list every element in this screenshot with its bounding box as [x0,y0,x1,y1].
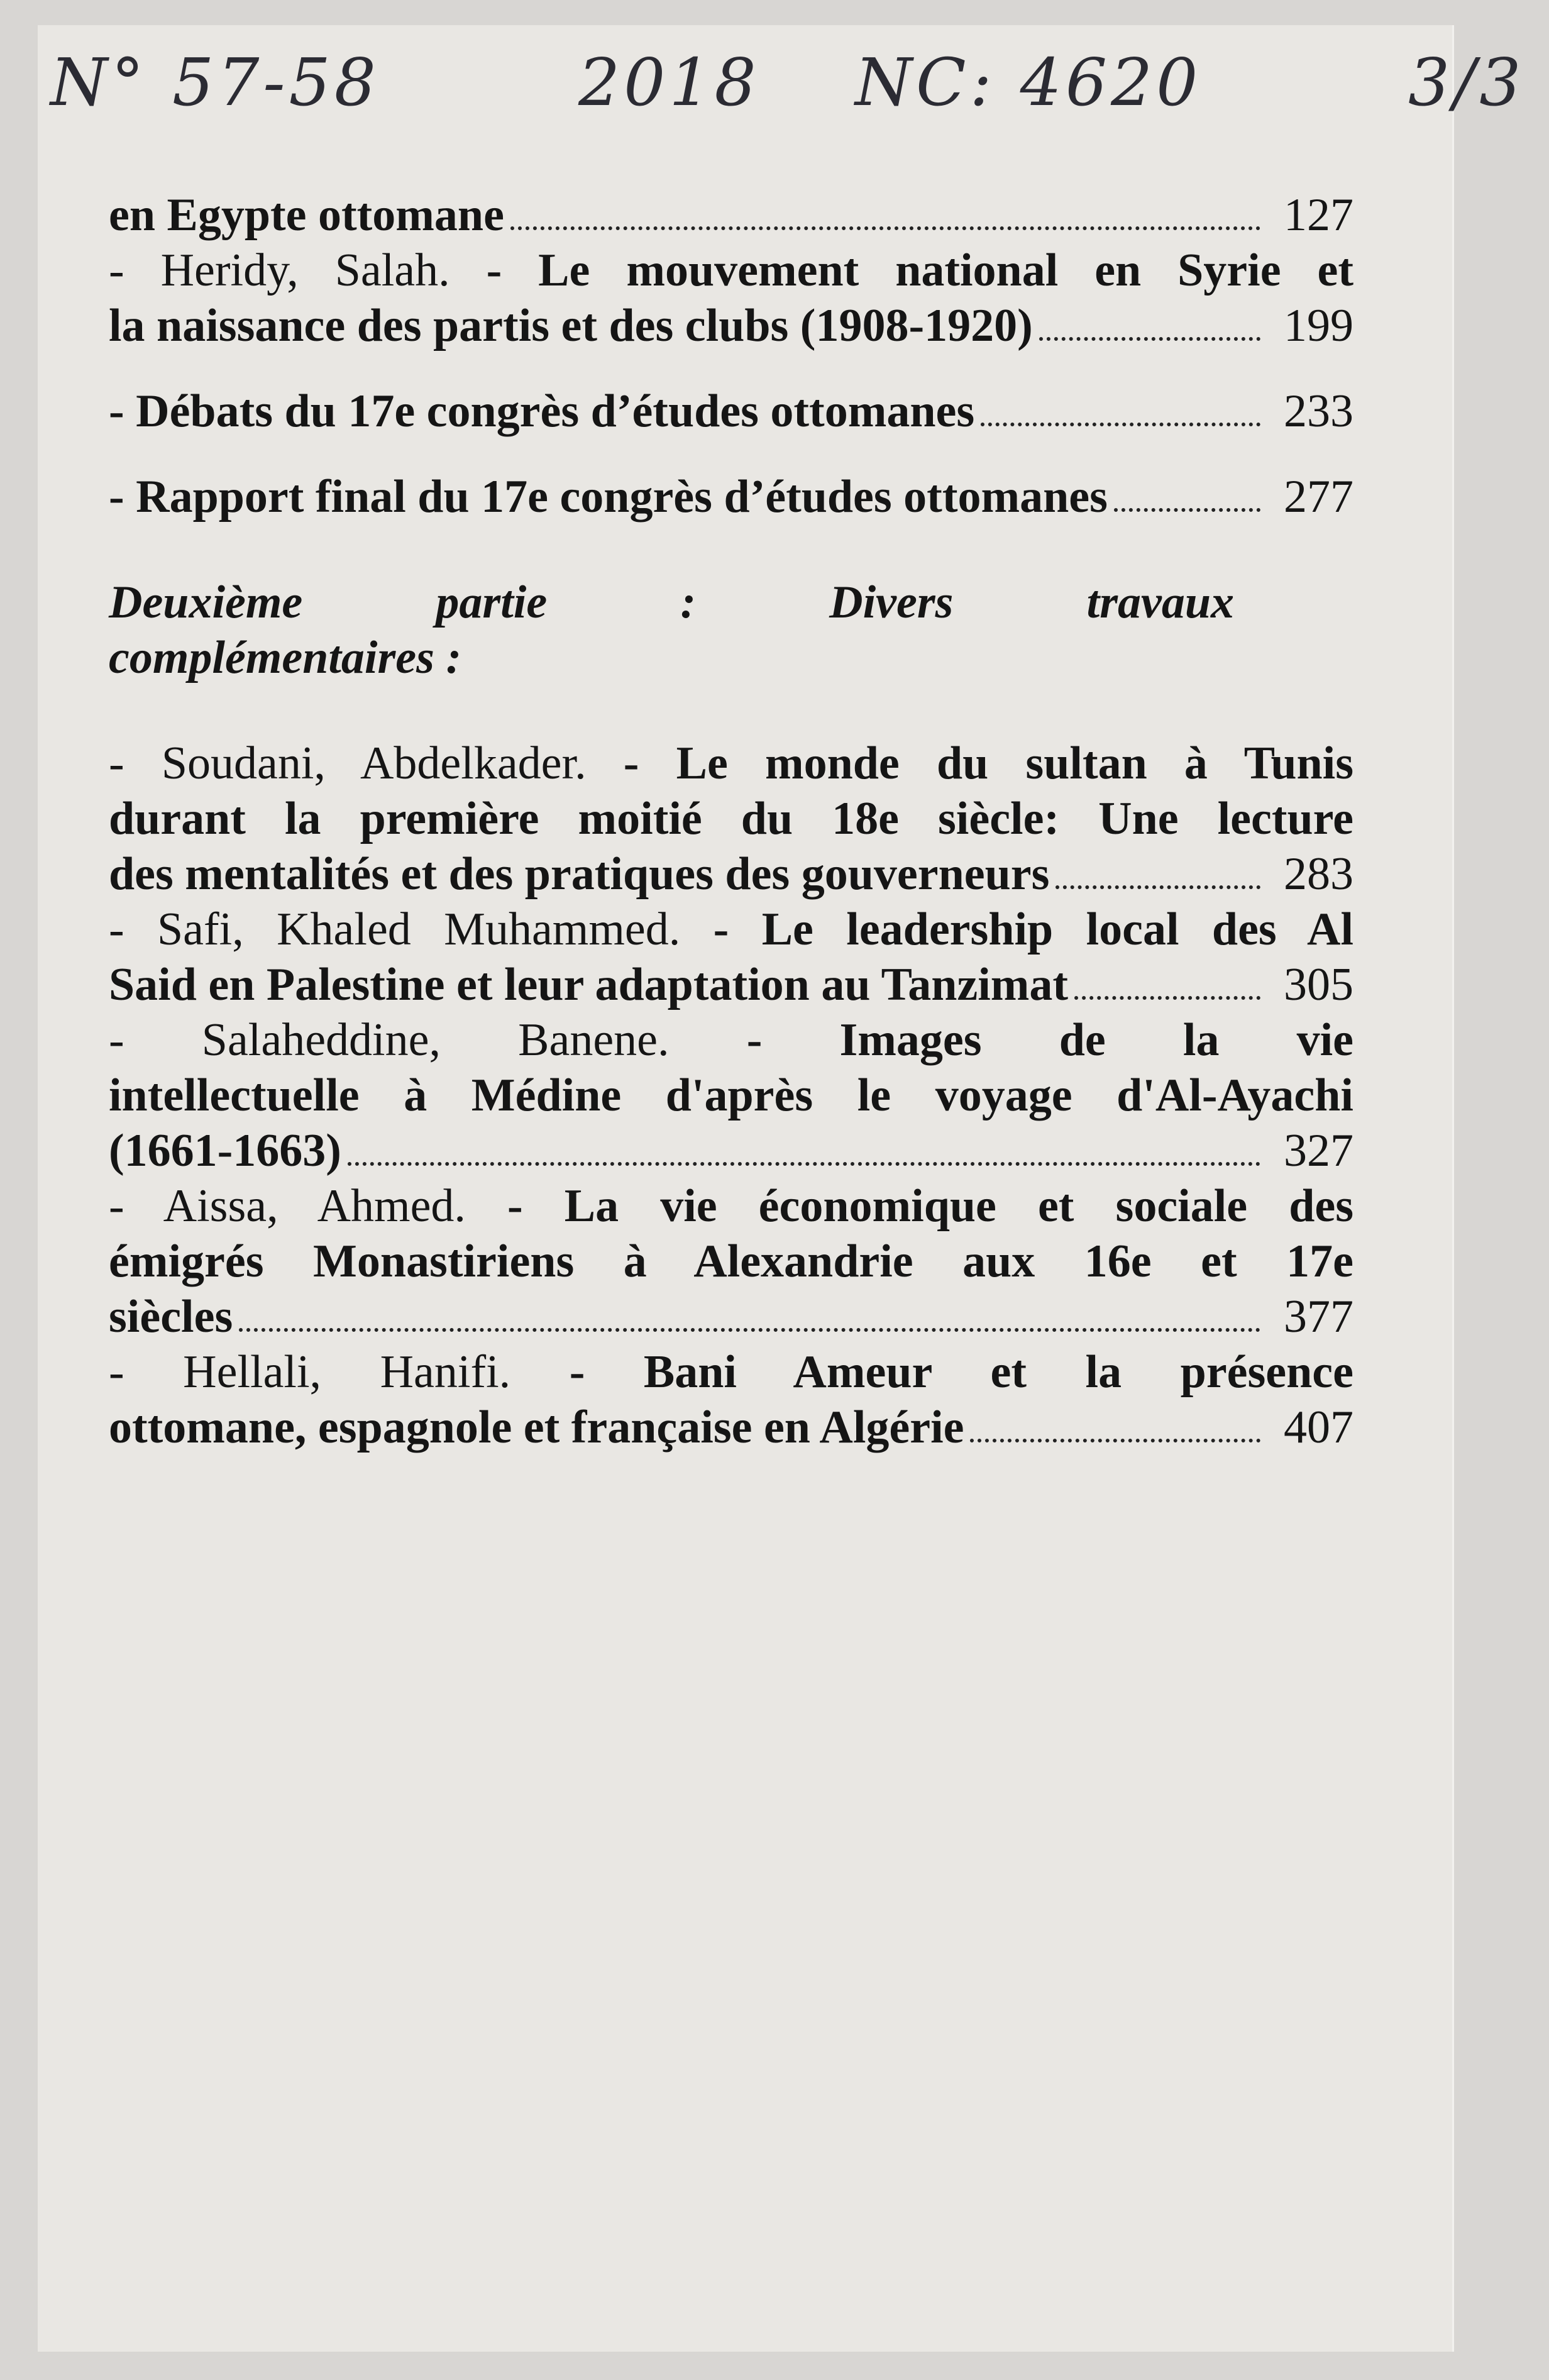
heading-word: partie : [436,577,696,628]
entry-title: la naissance des partis et des clubs (1908-1920) [109,300,1033,351]
entry-title: - Le monde du sultan à Tunis [623,738,1353,789]
scanned-page [38,25,1525,2352]
leader-dots [970,1439,1260,1442]
entry-author: - Soudani, Abdelkader. [109,738,587,789]
leader-dots [1114,508,1260,512]
toc-line [109,736,1353,791]
page-number: 377 [1284,1291,1353,1342]
toc-line: intellectuelle à Médine d'après le voyage d'Al-Ayachi [109,1070,1353,1121]
page-number: 407 [1284,1402,1353,1453]
entry-author: - Aissa, Ahmed. [109,1180,466,1232]
page-number: 127 [1284,189,1353,241]
toc-entry [109,243,1353,353]
page-number: 199 [1284,300,1353,351]
handwritten-year: 2018 [578,44,760,121]
toc-line [109,1344,1353,1400]
leader-dots [510,226,1260,230]
toc-line [109,846,1353,902]
page-number: 305 [1284,959,1353,1010]
entry-title: - Bani Ameur et la présence [569,1346,1353,1398]
leader-dots [348,1162,1260,1166]
entry-title: des mentalités et des pratiques des gouverneurs [109,848,1050,900]
section-heading-line: complémentaires : [109,632,462,684]
toc-entry [109,902,1353,1012]
entry-author: - Safi, Khaled Muhammed. [109,904,681,955]
leader-dots [1039,337,1260,341]
heading-word: Deuxième [109,577,303,628]
handwritten-page-count: 3/3 [1408,44,1525,121]
page-number: 277 [1284,471,1353,523]
entry-title: - Images de la vie [746,1014,1354,1066]
leader-dots [1074,996,1260,1000]
entry-title: - Le leadership local des Al [713,904,1354,955]
table-of-contents [109,187,1353,1455]
toc-line [109,243,1353,298]
entry-title: Said en Palestine et leur adaptation au Tanzimat [109,959,1069,1010]
toc-entry [109,1344,1353,1455]
entry-title: en Egypte ottomane [109,189,504,241]
page-number: 283 [1284,848,1353,900]
section-heading-line [109,575,1234,630]
entry-author: - Salaheddine, Banene. [109,1014,670,1066]
toc-line [109,298,1353,353]
entry-title: - Le mouvement national en Syrie et [486,245,1353,296]
toc-line: émigrés Monastiriens à Alexandrie aux 16e et 17e [109,1236,1353,1287]
entry-title: - La vie économique et sociale des [507,1180,1354,1232]
toc-entry [109,384,1353,439]
handwritten-issue-number: N° 57-58 [50,44,380,121]
toc-entry [109,1012,1353,1178]
leader-dots [981,423,1260,426]
toc-line [109,902,1353,957]
toc-line [109,1012,1353,1068]
entry-title: siècles [109,1291,233,1342]
toc-line [109,1289,1353,1344]
toc-entry [109,1178,1353,1344]
leader-dots [1056,885,1260,889]
toc-line [109,469,1353,524]
section-heading [109,575,1353,685]
heading-word: Divers [829,577,954,628]
entry-title: (1661-1663) [109,1125,341,1176]
toc-line: durant la première moitié du 18e siècle: Une lecture [109,793,1353,844]
toc-line [109,1123,1353,1178]
page-number: 327 [1284,1125,1353,1176]
entry-title: - Rapport final du 17e congrès d’études ottomanes [109,471,1108,523]
entry-author: - Hellali, Hanifi. [109,1346,511,1398]
entry-title: ottomane, espagnole et française en Algérie [109,1402,964,1453]
toc-line [109,1400,1353,1455]
toc-entry [109,187,1353,243]
toc-line [109,1178,1353,1234]
toc-line [109,187,1353,243]
toc-entry [109,736,1353,902]
page-number: 233 [1284,385,1353,437]
heading-word: travaux [1086,577,1234,628]
entry-author: - Heridy, Salah. [109,245,450,296]
leader-dots [239,1328,1260,1332]
entry-title: - Débats du 17e congrès d’études ottomanes [109,385,975,437]
toc-line [109,957,1353,1012]
toc-line [109,384,1353,439]
toc-entry [109,469,1353,524]
handwritten-catalog-number: NC: 4620 [855,44,1202,121]
